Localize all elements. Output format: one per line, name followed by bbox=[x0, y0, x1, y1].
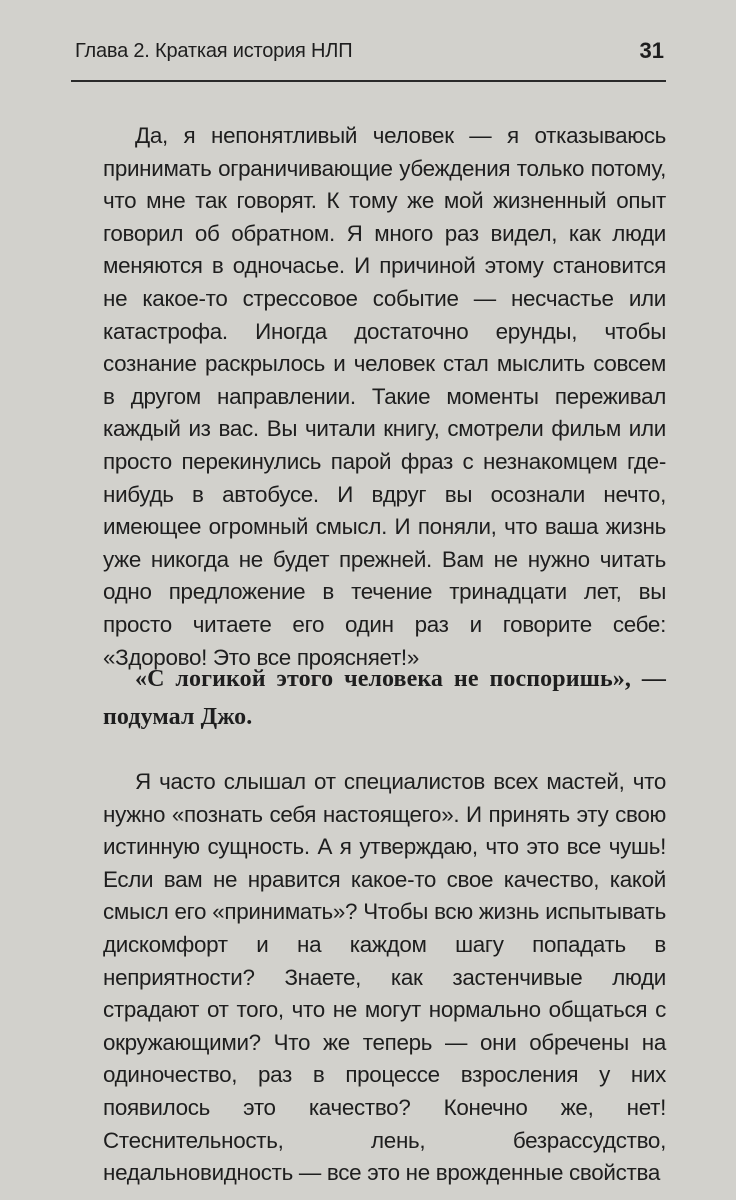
chapter-title: Глава 2. Краткая история НЛП bbox=[75, 40, 353, 62]
page-number: 31 bbox=[639, 38, 664, 63]
running-header bbox=[71, 38, 666, 82]
paragraph-1: Да, я непонятливый человек — я отказываюсь принимать ограничивающие убеждения только потому, что мне так говорят. К тому же мой жизненный опыт говорил об обратном. Я много раз видел, как люди меняются в одночасье. И причиной этому становится не какое-то стрессовое событие — несчастье или катастрофа. Иногда достаточно ерунды, чтобы сознание раскрылось и человек стал мыслить совсем в другом направлении. Такие моменты переживал каждый из вас. Вы читали книгу, смотрели фильм или просто перекинулись парой фраз с незнакомцем где-нибудь в автобусе. И вдруг вы осознали нечто, имеющее огромный смысл. И поняли, что ваша жизнь уже никогда не будет прежней. Вам не нужно читать одно предложение в течение тринадцати лет, вы просто читаете его один раз и говорите себе: «Здорово! Это все проясняет!» bbox=[103, 123, 666, 670]
paragraph-2: Я часто слышал от специалистов всех мастей, что нужно «познать себя настоящего». И принять эту свою истинную сущность. А я утверждаю, что это все чушь! Если вам не нравится какое-то свое качество, какой смысл его «принимать»? Чтобы всю жизнь испытывать дискомфорт и на каждом шагу попадать в неприятности? Знаете, как застенчивые люди страдают от того, что не могут нормально общаться с окружающими? Что же теперь — они обречены на одиночество, раз в процессе взросления у них появилось это качество? Конечно же, нет! Стеснительность, лень, безрассудство, недальновидность — все это не врожденные свойства bbox=[103, 769, 666, 1186]
bold-quote-paragraph: «С логикой этого человека не поспоришь», — подумал Джо. bbox=[103, 666, 666, 730]
